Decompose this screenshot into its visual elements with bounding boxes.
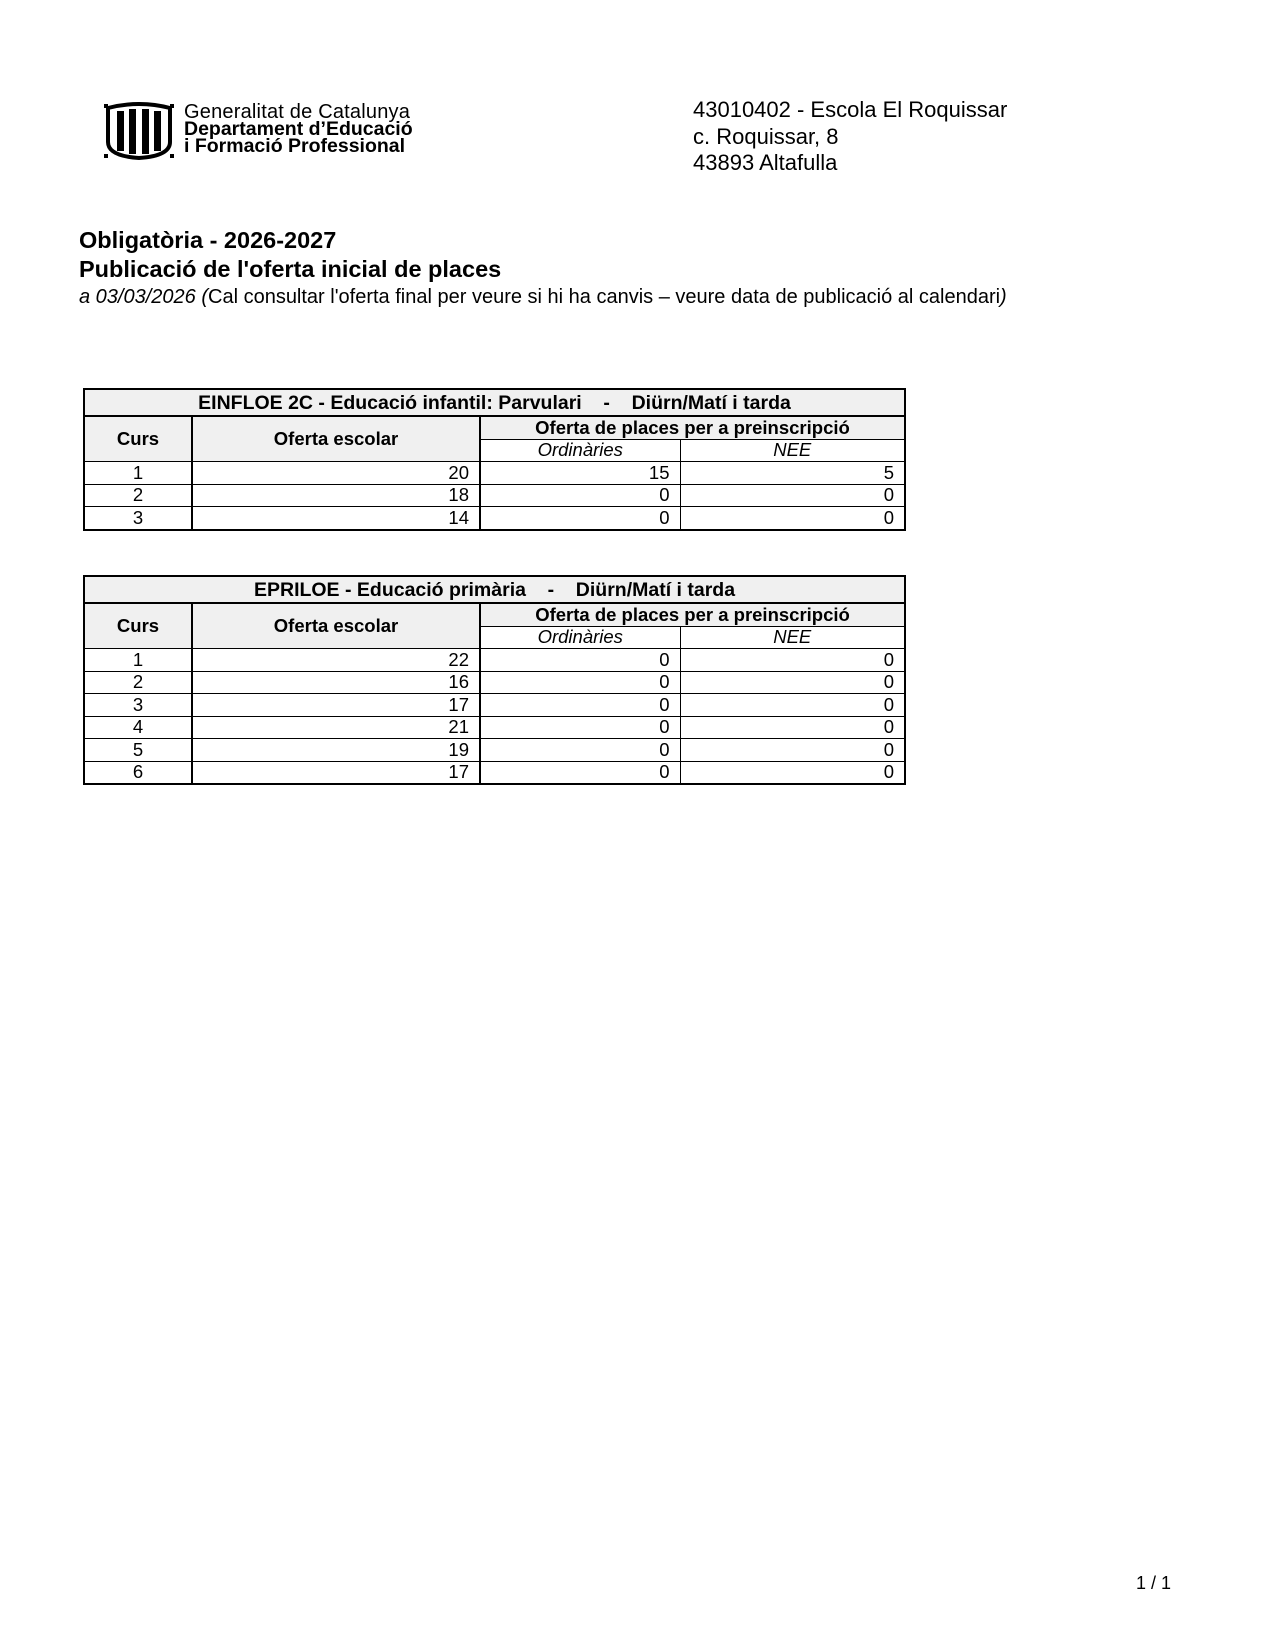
document-header (79, 226, 1007, 310)
cell-curs: 1 (84, 462, 192, 485)
cell-oferta: 16 (192, 671, 480, 694)
cell-nee: 0 (680, 507, 905, 530)
cell-curs: 2 (84, 484, 192, 507)
cell-ordinaries: 0 (480, 739, 680, 762)
table-row (84, 761, 905, 784)
cell-oferta: 17 (192, 761, 480, 784)
cell-curs: 6 (84, 761, 192, 784)
cell-oferta: 21 (192, 716, 480, 739)
cell-ordinaries: 0 (480, 761, 680, 784)
cell-curs: 4 (84, 716, 192, 739)
cell-ordinaries: 0 (480, 716, 680, 739)
table-caption: EPRILOE - Educació primària - Diürn/Matí i tarda (84, 576, 905, 603)
cell-oferta: 19 (192, 739, 480, 762)
cell-ordinaries: 0 (480, 694, 680, 717)
header-preinscripcio: Oferta de places per a preinscripció (480, 416, 905, 439)
logo-line-formacio: i Formació Professional (184, 135, 406, 157)
cell-curs: 2 (84, 671, 192, 694)
table-row (84, 462, 905, 485)
header-curs: Curs (84, 416, 192, 462)
cell-oferta: 22 (192, 649, 480, 672)
offer-table-infantil (83, 388, 906, 531)
document-title: Obligatòria - 2026-2027 (79, 227, 337, 253)
cell-ordinaries: 15 (480, 462, 680, 485)
cell-ordinaries: 0 (480, 507, 680, 530)
cell-nee: 0 (680, 716, 905, 739)
generalitat-logo (104, 102, 413, 160)
school-address (693, 97, 1007, 177)
table-row (84, 649, 905, 672)
logo-line-generalitat: Generalitat de Catalunya (184, 101, 411, 123)
table-row (84, 671, 905, 694)
header-preinscripcio: Oferta de places per a preinscripció (480, 603, 905, 626)
table-row (84, 716, 905, 739)
publication-note-body: Cal consultar l'oferta final per veure si hi ha canvis – veure data de publicació al calendari (208, 286, 1001, 308)
header-nee: NEE (680, 439, 905, 462)
header-ordinaries: Ordinàries (480, 626, 680, 649)
cell-curs: 1 (84, 649, 192, 672)
cell-ordinaries: 0 (480, 649, 680, 672)
logo-line-departament: Departament d’Educació (184, 118, 413, 140)
header-curs: Curs (84, 603, 192, 649)
cell-ordinaries: 0 (480, 484, 680, 507)
header-oferta-escolar: Oferta escolar (192, 603, 480, 649)
cell-oferta: 18 (192, 484, 480, 507)
cell-nee: 0 (680, 649, 905, 672)
cell-nee: 0 (680, 671, 905, 694)
cell-ordinaries: 0 (480, 671, 680, 694)
cell-nee: 0 (680, 739, 905, 762)
generalitat-logo-icon (104, 102, 174, 160)
cell-nee: 0 (680, 761, 905, 784)
school-street: c. Roquissar, 8 (693, 123, 839, 149)
publication-note-suffix: ) (1000, 286, 1007, 308)
cell-oferta: 17 (192, 694, 480, 717)
document-subtitle-title: Publicació de l'oferta inicial de places (79, 256, 502, 282)
cell-oferta: 14 (192, 507, 480, 530)
cell-curs: 3 (84, 507, 192, 530)
publication-date-prefix: a 03/03/2026 ( (79, 286, 208, 308)
cell-nee: 0 (680, 694, 905, 717)
publication-note (79, 284, 1007, 310)
table-row (84, 739, 905, 762)
cell-curs: 5 (84, 739, 192, 762)
header-nee: NEE (680, 626, 905, 649)
table-row (84, 507, 905, 530)
table-caption: EINFLOE 2C - Educació infantil: Parvulari - Diürn/Matí i tarda (84, 389, 905, 416)
header-oferta-escolar: Oferta escolar (192, 416, 480, 462)
cell-nee: 5 (680, 462, 905, 485)
school-code-name: 43010402 - Escola El Roquissar (693, 97, 1008, 122)
school-city: 43893 Altafulla (693, 150, 838, 175)
table-row (84, 484, 905, 507)
offer-table-primaria (83, 575, 906, 785)
table-row (84, 694, 905, 717)
page-number: 1 / 1 (1136, 1573, 1172, 1593)
cell-curs: 3 (84, 694, 192, 717)
cell-nee: 0 (680, 484, 905, 507)
header-ordinaries: Ordinàries (480, 439, 680, 462)
cell-oferta: 20 (192, 462, 480, 485)
